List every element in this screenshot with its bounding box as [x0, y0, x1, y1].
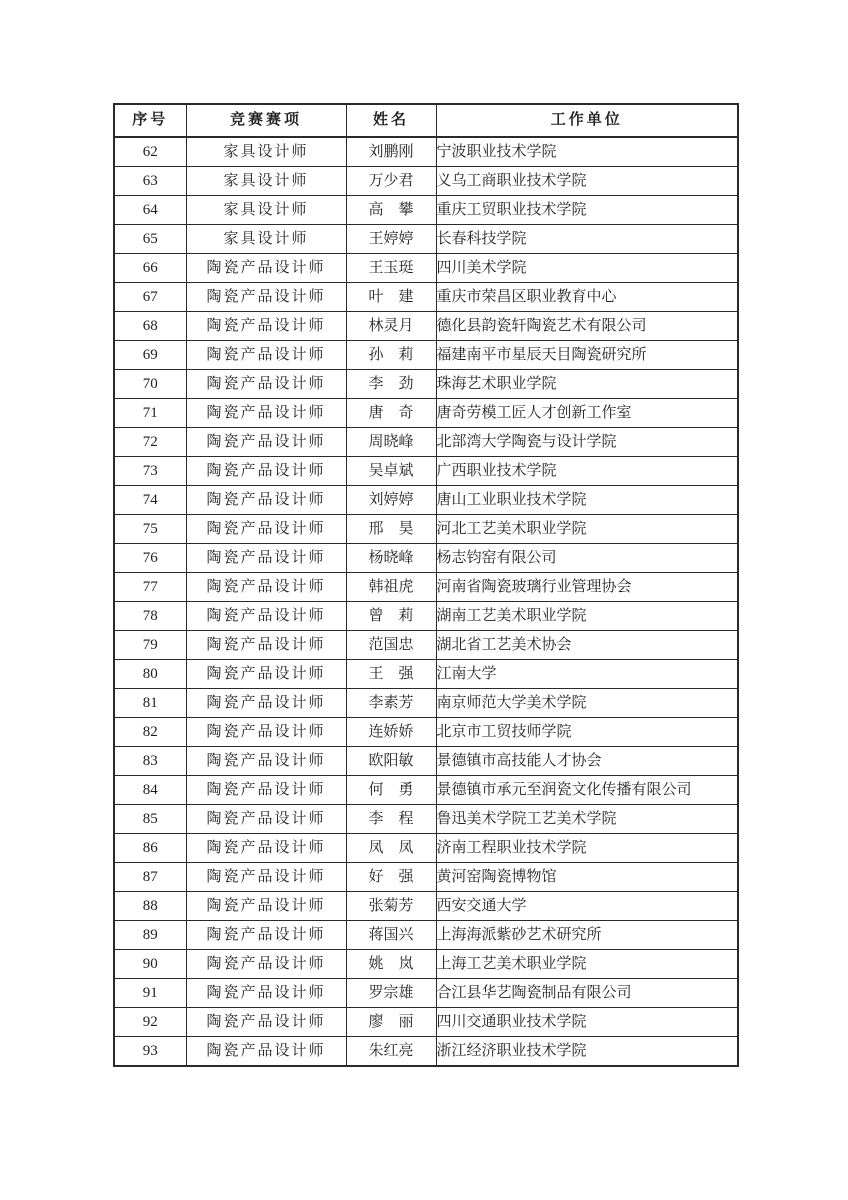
table-row: [114, 137, 738, 167]
cell-competition-event: 陶瓷产品设计师: [186, 312, 346, 341]
cell-name: 罗宗雄: [346, 979, 436, 1008]
cell-work-unit: 重庆市荣昌区职业教育中心: [436, 283, 738, 312]
cell-work-unit: 江南大学: [436, 660, 738, 689]
table-row: [114, 544, 738, 573]
table-row: [114, 457, 738, 486]
cell-name: 曾 莉: [346, 602, 436, 631]
cell-competition-event: 陶瓷产品设计师: [186, 718, 346, 747]
cell-serial-number: 91: [114, 979, 186, 1008]
table-row: [114, 312, 738, 341]
cell-serial-number: 64: [114, 196, 186, 225]
table-row: [114, 921, 738, 950]
cell-serial-number: 86: [114, 834, 186, 863]
table-row: [114, 834, 738, 863]
cell-serial-number: 66: [114, 254, 186, 283]
cell-work-unit: 重庆工贸职业技术学院: [436, 196, 738, 225]
cell-competition-event: 陶瓷产品设计师: [186, 370, 346, 399]
cell-serial-number: 88: [114, 892, 186, 921]
cell-serial-number: 74: [114, 486, 186, 515]
cell-competition-event: 陶瓷产品设计师: [186, 428, 346, 457]
column-header-serial-number: 序号: [114, 104, 186, 137]
cell-work-unit: 河南省陶瓷玻璃行业管理协会: [436, 573, 738, 602]
cell-work-unit: 广西职业技术学院: [436, 457, 738, 486]
cell-work-unit: 济南工程职业技术学院: [436, 834, 738, 863]
table-row: [114, 225, 738, 254]
column-header-name: 姓名: [346, 104, 436, 137]
cell-name: 吴卓斌: [346, 457, 436, 486]
column-header-competition-event: 竞赛赛项: [186, 104, 346, 137]
cell-serial-number: 83: [114, 747, 186, 776]
table-row: [114, 631, 738, 660]
cell-serial-number: 81: [114, 689, 186, 718]
cell-competition-event: 陶瓷产品设计师: [186, 486, 346, 515]
cell-competition-event: 陶瓷产品设计师: [186, 892, 346, 921]
cell-serial-number: 68: [114, 312, 186, 341]
cell-serial-number: 67: [114, 283, 186, 312]
cell-work-unit: 上海海派紫砂艺术研究所: [436, 921, 738, 950]
cell-name: 姚 岚: [346, 950, 436, 979]
cell-name: 万少君: [346, 167, 436, 196]
cell-name: 杨晓峰: [346, 544, 436, 573]
cell-name: 叶 建: [346, 283, 436, 312]
cell-competition-event: 陶瓷产品设计师: [186, 515, 346, 544]
cell-serial-number: 70: [114, 370, 186, 399]
cell-competition-event: 陶瓷产品设计师: [186, 341, 346, 370]
table-row: [114, 718, 738, 747]
cell-name: 刘婷婷: [346, 486, 436, 515]
cell-work-unit: 浙江经济职业技术学院: [436, 1037, 738, 1067]
cell-competition-event: 陶瓷产品设计师: [186, 689, 346, 718]
table-row: [114, 167, 738, 196]
table-row: [114, 254, 738, 283]
cell-name: 周晓峰: [346, 428, 436, 457]
cell-work-unit: 南京师范大学美术学院: [436, 689, 738, 718]
cell-competition-event: 家具设计师: [186, 225, 346, 254]
cell-serial-number: 80: [114, 660, 186, 689]
cell-competition-event: 陶瓷产品设计师: [186, 399, 346, 428]
cell-competition-event: 陶瓷产品设计师: [186, 950, 346, 979]
cell-serial-number: 78: [114, 602, 186, 631]
cell-competition-event: 陶瓷产品设计师: [186, 631, 346, 660]
cell-work-unit: 珠海艺术职业学院: [436, 370, 738, 399]
cell-name: 唐 奇: [346, 399, 436, 428]
cell-serial-number: 65: [114, 225, 186, 254]
cell-work-unit: 湖南工艺美术职业学院: [436, 602, 738, 631]
cell-serial-number: 72: [114, 428, 186, 457]
cell-work-unit: 杨志钧窑有限公司: [436, 544, 738, 573]
cell-name: 范国忠: [346, 631, 436, 660]
cell-serial-number: 79: [114, 631, 186, 660]
table-row: [114, 370, 738, 399]
cell-work-unit: 四川美术学院: [436, 254, 738, 283]
cell-competition-event: 陶瓷产品设计师: [186, 776, 346, 805]
cell-name: 李 程: [346, 805, 436, 834]
cell-competition-event: 陶瓷产品设计师: [186, 544, 346, 573]
cell-work-unit: 西安交通大学: [436, 892, 738, 921]
cell-serial-number: 73: [114, 457, 186, 486]
cell-competition-event: 家具设计师: [186, 196, 346, 225]
cell-name: 孙 莉: [346, 341, 436, 370]
cell-work-unit: 唐山工业职业技术学院: [436, 486, 738, 515]
table-header-row: [114, 104, 738, 137]
cell-name: 凤 凤: [346, 834, 436, 863]
cell-name: 刘鹏刚: [346, 137, 436, 167]
cell-serial-number: 92: [114, 1008, 186, 1037]
cell-competition-event: 陶瓷产品设计师: [186, 457, 346, 486]
table-row: [114, 1037, 738, 1067]
table-row: [114, 979, 738, 1008]
cell-work-unit: 长春科技学院: [436, 225, 738, 254]
cell-competition-event: 陶瓷产品设计师: [186, 602, 346, 631]
table-row: [114, 950, 738, 979]
cell-competition-event: 陶瓷产品设计师: [186, 254, 346, 283]
cell-serial-number: 69: [114, 341, 186, 370]
table-row: [114, 341, 738, 370]
results-table: [113, 103, 739, 1067]
cell-work-unit: 义乌工商职业技术学院: [436, 167, 738, 196]
cell-name: 邢 昊: [346, 515, 436, 544]
cell-competition-event: 家具设计师: [186, 167, 346, 196]
table-row: [114, 660, 738, 689]
cell-competition-event: 陶瓷产品设计师: [186, 863, 346, 892]
cell-work-unit: 北京市工贸技师学院: [436, 718, 738, 747]
table-body: [114, 137, 738, 1066]
cell-serial-number: 85: [114, 805, 186, 834]
cell-work-unit: 唐奇劳模工匠人才创新工作室: [436, 399, 738, 428]
cell-name: 李 劲: [346, 370, 436, 399]
table-row: [114, 196, 738, 225]
cell-work-unit: 福建南平市星辰天目陶瓷研究所: [436, 341, 738, 370]
cell-work-unit: 黄河窑陶瓷博物馆: [436, 863, 738, 892]
table-row: [114, 283, 738, 312]
cell-competition-event: 陶瓷产品设计师: [186, 805, 346, 834]
cell-work-unit: 德化县韵瓷轩陶瓷艺术有限公司: [436, 312, 738, 341]
cell-name: 好 强: [346, 863, 436, 892]
table-row: [114, 863, 738, 892]
table-row: [114, 602, 738, 631]
cell-competition-event: 陶瓷产品设计师: [186, 573, 346, 602]
cell-serial-number: 82: [114, 718, 186, 747]
table-row: [114, 689, 738, 718]
cell-name: 朱红亮: [346, 1037, 436, 1067]
cell-name: 张菊芳: [346, 892, 436, 921]
cell-name: 何 勇: [346, 776, 436, 805]
table-row: [114, 776, 738, 805]
cell-work-unit: 景德镇市承元至润瓷文化传播有限公司: [436, 776, 738, 805]
cell-work-unit: 合江县华艺陶瓷制品有限公司: [436, 979, 738, 1008]
table-row: [114, 573, 738, 602]
cell-competition-event: 家具设计师: [186, 137, 346, 167]
cell-serial-number: 87: [114, 863, 186, 892]
cell-name: 林灵月: [346, 312, 436, 341]
cell-name: 廖 丽: [346, 1008, 436, 1037]
table-row: [114, 1008, 738, 1037]
cell-competition-event: 陶瓷产品设计师: [186, 979, 346, 1008]
table-row: [114, 892, 738, 921]
table-row: [114, 805, 738, 834]
cell-name: 蒋国兴: [346, 921, 436, 950]
cell-name: 欧阳敏: [346, 747, 436, 776]
cell-serial-number: 84: [114, 776, 186, 805]
cell-competition-event: 陶瓷产品设计师: [186, 834, 346, 863]
cell-serial-number: 89: [114, 921, 186, 950]
cell-serial-number: 76: [114, 544, 186, 573]
cell-serial-number: 75: [114, 515, 186, 544]
cell-name: 王婷婷: [346, 225, 436, 254]
cell-work-unit: 北部湾大学陶瓷与设计学院: [436, 428, 738, 457]
cell-competition-event: 陶瓷产品设计师: [186, 660, 346, 689]
cell-work-unit: 上海工艺美术职业学院: [436, 950, 738, 979]
cell-name: 李素芳: [346, 689, 436, 718]
column-header-work-unit: 工作单位: [436, 104, 738, 137]
cell-serial-number: 77: [114, 573, 186, 602]
table-row: [114, 399, 738, 428]
cell-competition-event: 陶瓷产品设计师: [186, 1037, 346, 1067]
cell-work-unit: 四川交通职业技术学院: [436, 1008, 738, 1037]
cell-serial-number: 62: [114, 137, 186, 167]
cell-name: 王 强: [346, 660, 436, 689]
cell-work-unit: 河北工艺美术职业学院: [436, 515, 738, 544]
cell-serial-number: 90: [114, 950, 186, 979]
cell-work-unit: 湖北省工艺美术协会: [436, 631, 738, 660]
cell-name: 王玉珽: [346, 254, 436, 283]
cell-competition-event: 陶瓷产品设计师: [186, 921, 346, 950]
cell-work-unit: 鲁迅美术学院工艺美术学院: [436, 805, 738, 834]
cell-competition-event: 陶瓷产品设计师: [186, 283, 346, 312]
cell-serial-number: 63: [114, 167, 186, 196]
table-row: [114, 515, 738, 544]
cell-serial-number: 71: [114, 399, 186, 428]
table-row: [114, 486, 738, 515]
cell-competition-event: 陶瓷产品设计师: [186, 747, 346, 776]
cell-competition-event: 陶瓷产品设计师: [186, 1008, 346, 1037]
cell-name: 连娇娇: [346, 718, 436, 747]
table-row: [114, 747, 738, 776]
cell-name: 高 攀: [346, 196, 436, 225]
cell-name: 韩祖虎: [346, 573, 436, 602]
table-row: [114, 428, 738, 457]
cell-serial-number: 93: [114, 1037, 186, 1067]
cell-work-unit: 景德镇市高技能人才协会: [436, 747, 738, 776]
cell-work-unit: 宁波职业技术学院: [436, 137, 738, 167]
